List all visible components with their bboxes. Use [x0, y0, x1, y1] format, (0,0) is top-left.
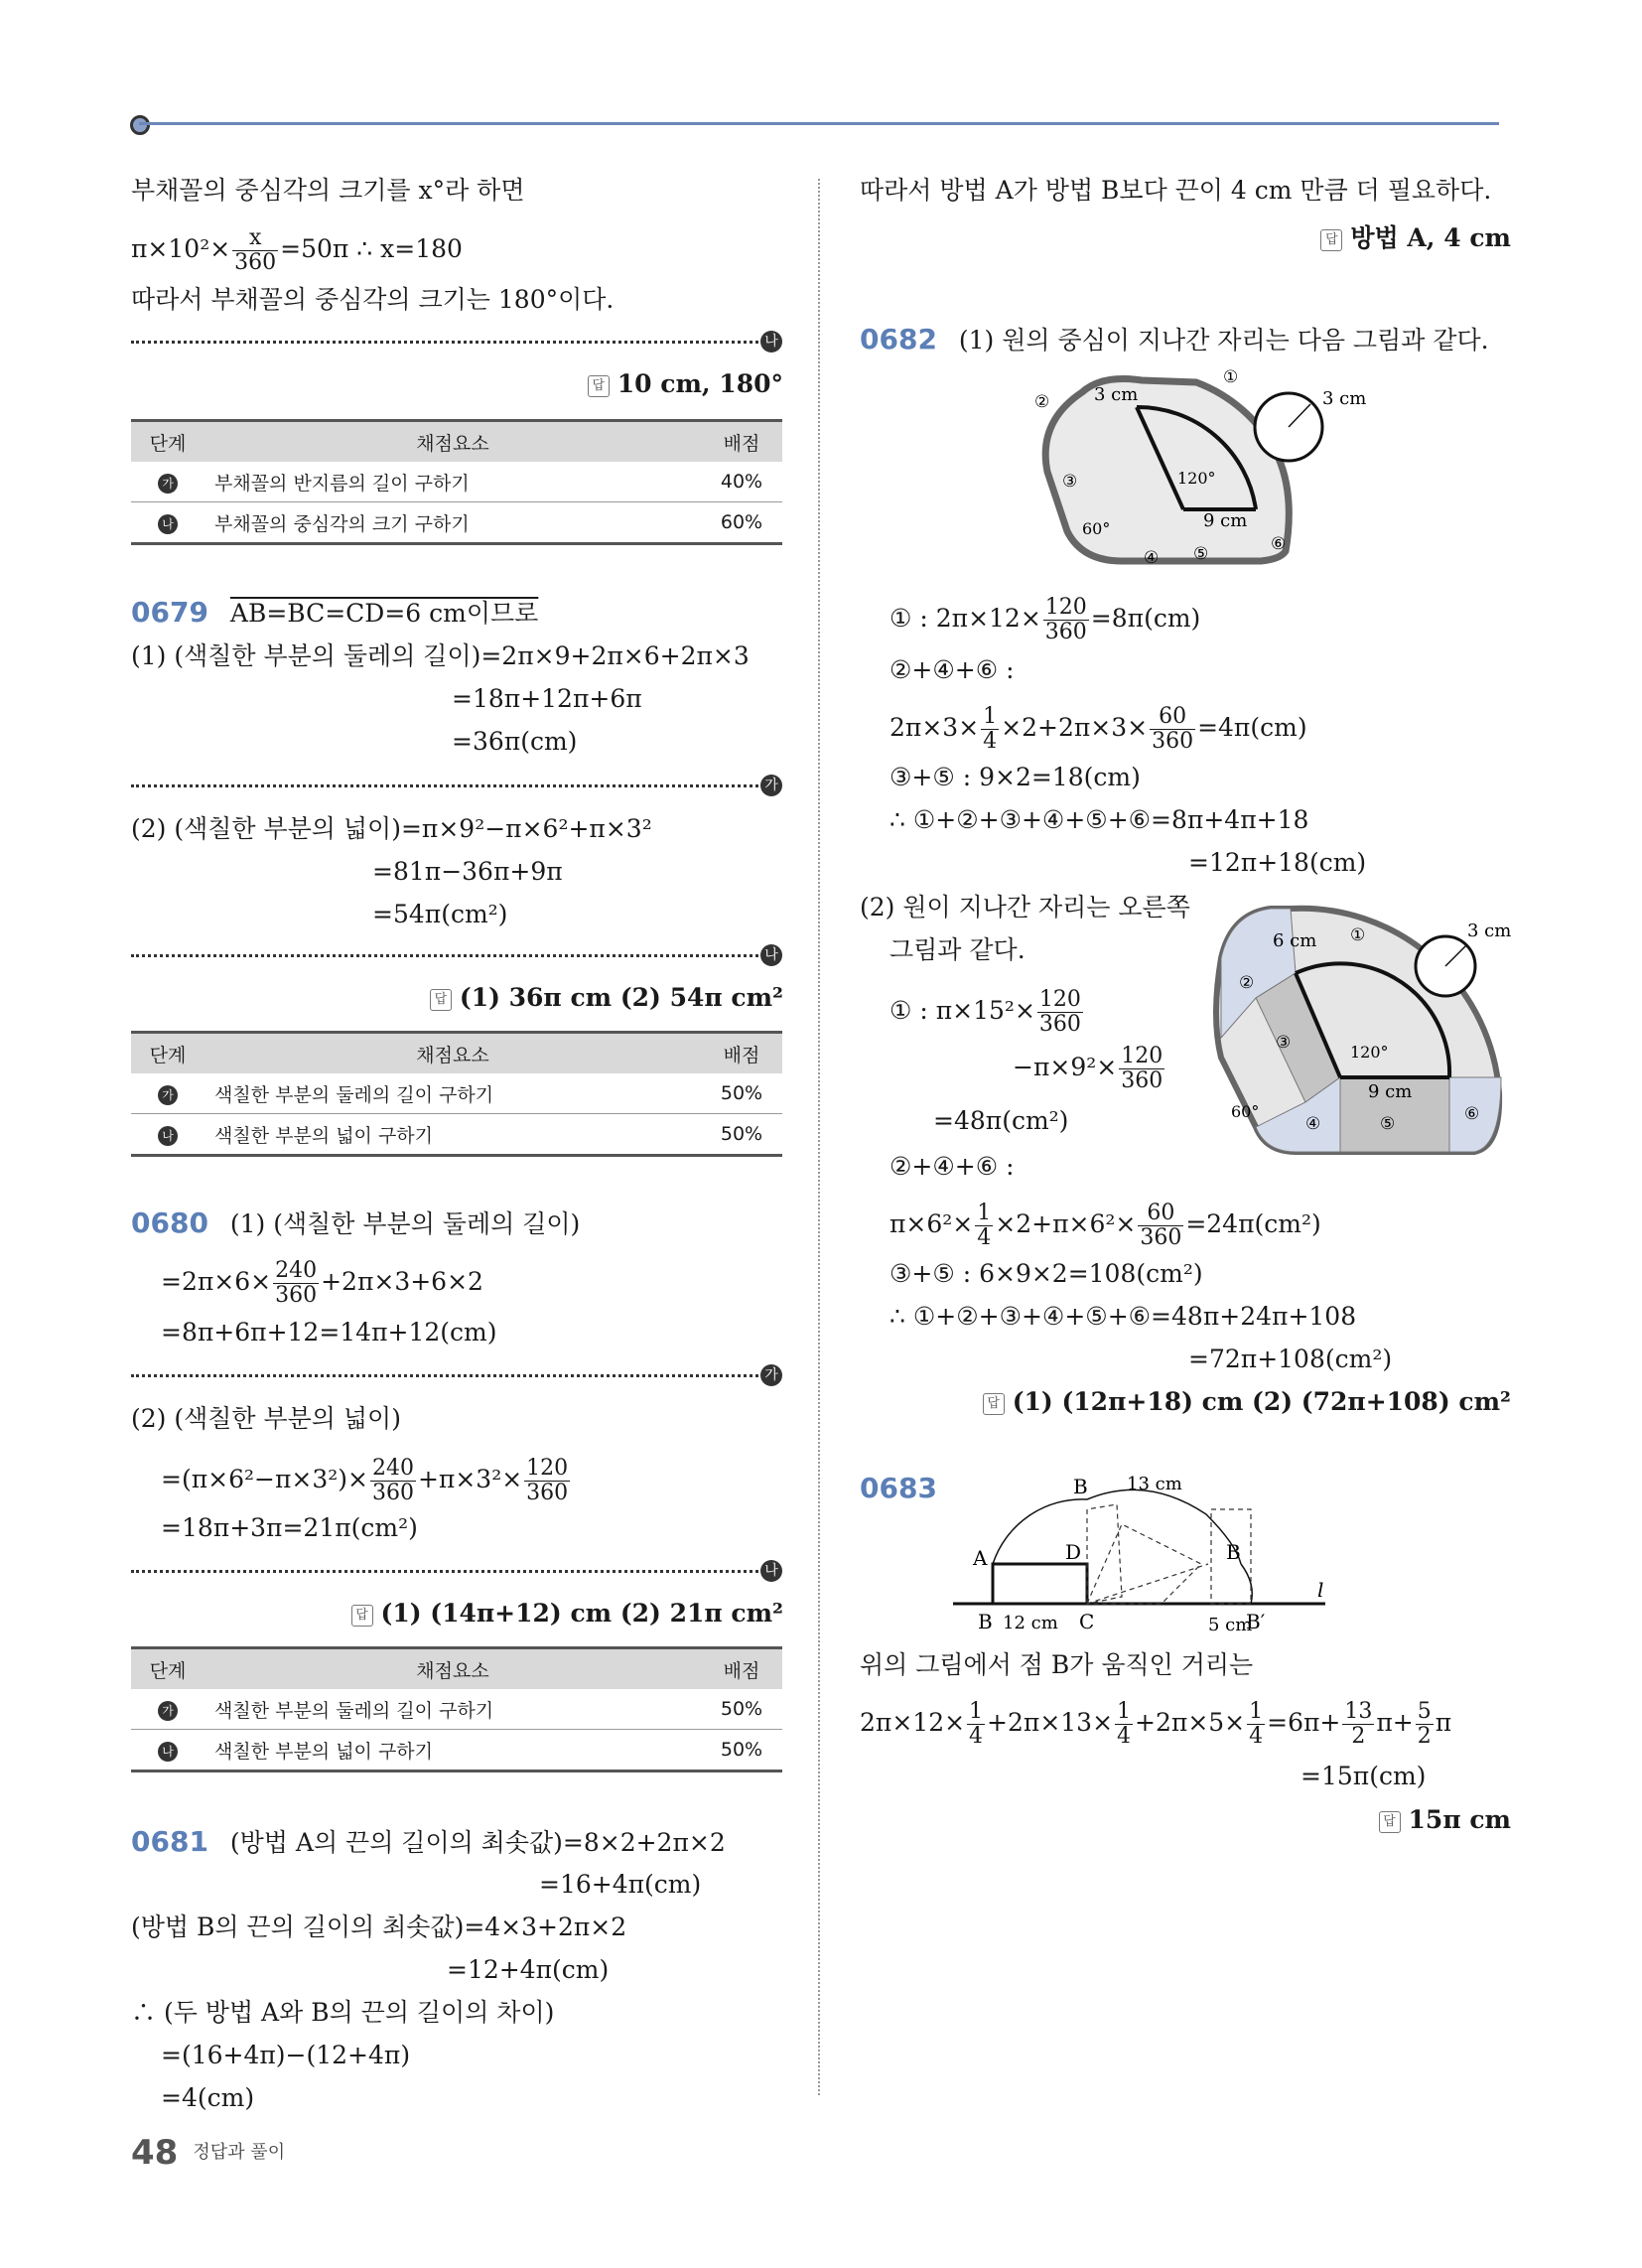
- point-A: A: [973, 1546, 988, 1570]
- equation-line: =2π×6× $\frac{240}{360}$ +2π×3+6×2: [161, 1258, 483, 1308]
- equation-line: (방법 B의 끈의 길이의 최솟값)=4×3+2π×2: [131, 1913, 627, 1941]
- fraction: $\frac{120}{360}$: [1121, 1044, 1163, 1093]
- equation-line: =4(cm): [161, 2083, 255, 2112]
- equation-line: ③+⑤ : 9×2=18(cm): [889, 763, 1141, 791]
- fraction: $\frac{60}{360}$: [1140, 1201, 1182, 1250]
- fraction: $\frac{1}{4}$: [1117, 1699, 1132, 1749]
- dotted-rule: [131, 784, 758, 787]
- step-mark: 가: [760, 1364, 782, 1386]
- problem-number: 0679: [131, 596, 208, 629]
- label-9cm: 9 cm: [1368, 1081, 1413, 1102]
- fraction: $\frac{1}{4}$: [983, 704, 998, 754]
- point-B-bottom: B: [978, 1610, 993, 1633]
- text-line: (2) 원이 지나간 자리는 오른쪽: [860, 893, 1190, 921]
- line-label-l: l: [1317, 1578, 1324, 1602]
- step-mark: 나: [760, 944, 782, 966]
- header-bullet: [130, 115, 150, 135]
- problem-header: [131, 596, 538, 631]
- equation-line: ∴ ①+②+③+④+⑤+⑥=8π+4π+18: [889, 805, 1309, 834]
- circle-label-4: ④: [1305, 1114, 1321, 1134]
- equation-line: =36π(cm): [452, 727, 578, 756]
- label-3cm-b: 3 cm: [1322, 388, 1367, 409]
- label-3cm-a: 3 cm: [1094, 384, 1139, 405]
- table-row: 가 색칠한 부분의 둘레의 길이 구하기 50%: [131, 1689, 782, 1730]
- problem-header: 0680 (1) (색칠한 부분의 둘레의 길이): [131, 1206, 581, 1239]
- circle-label-4: ④: [1144, 548, 1160, 568]
- equation-line: π×10²× $\frac{x}{360}$ =50π ∴ x=180: [131, 225, 463, 275]
- column-divider: [818, 179, 820, 2095]
- answer: 답 방법 A, 4 cm: [1320, 218, 1511, 254]
- footer-title: 정답과 풀이: [193, 2142, 286, 2163]
- problem-number: 0683: [860, 1472, 937, 1504]
- footer: [131, 2133, 285, 2173]
- figure-rolling-rectangle: [948, 1470, 1345, 1638]
- rectangle-ABCD: [993, 1564, 1087, 1604]
- equation-line: ① : 2π×12× $\frac{120}{360}$ =8π(cm): [889, 595, 1201, 644]
- equation-line: =72π+108(cm²): [1188, 1345, 1393, 1373]
- fraction: $\frac{5}{2}$: [1417, 1699, 1432, 1749]
- page-number: 48: [131, 2133, 179, 2173]
- answer: 답 10 cm, 180°: [588, 369, 783, 398]
- fraction: $\frac{120}{360}$: [1038, 987, 1081, 1037]
- circle-label-2: ②: [1239, 973, 1255, 993]
- text-line: 부채꼴의 중심각의 크기를 x°라 하면: [131, 176, 525, 205]
- circle-label-5: ⑤: [1193, 544, 1209, 564]
- point-D: D: [1065, 1540, 1082, 1564]
- fraction: $\frac{120}{360}$: [526, 1456, 569, 1505]
- table-row: 나 색칠한 부분의 넓이 구하기 50%: [131, 1114, 782, 1156]
- label-6cm: 6 cm: [1273, 930, 1317, 951]
- scoring-table: 단계 채점요소 배점 가 부채꼴의 반지름의 길이 구하기 40% 나 부채꼴의 중심각의 크기 구하기 60%: [131, 419, 782, 545]
- circle-label-1: ①: [1350, 925, 1366, 945]
- dotted-rule: [131, 1374, 758, 1377]
- fraction: $\frac{240}{360}$: [371, 1456, 414, 1505]
- problem-number: 0681: [131, 1825, 208, 1858]
- label-120: 120°: [1350, 1043, 1389, 1062]
- equation-line: =16+4π(cm): [539, 1870, 702, 1899]
- answer-mark-icon: 답: [351, 1605, 373, 1627]
- fraction: $\frac{60}{360}$: [1152, 704, 1194, 754]
- equation-line: =81π−36π+9π: [372, 857, 563, 886]
- dotted-rule: [131, 1570, 758, 1573]
- equation-line: −π×9²× $\frac{120}{360}$: [1013, 1044, 1163, 1093]
- equation-line: π×6²× $\frac{1}{4}$ ×2+π×6²× $\frac{60}{360}$ =24π(cm²): [889, 1201, 1321, 1250]
- problem-header: [860, 1472, 937, 1506]
- label-9cm: 9 cm: [1203, 510, 1248, 531]
- step-mark: 나: [760, 331, 782, 353]
- label-60: 60°: [1231, 1102, 1260, 1121]
- equation-line: (2) (색칠한 부분의 넓이)=π×9²−π×6²+π×3²: [131, 814, 652, 843]
- fraction: $\frac{1}{4}$: [1249, 1699, 1264, 1749]
- problem-number: 0680: [131, 1206, 208, 1239]
- table-row: 나 부채꼴의 중심각의 크기 구하기 60%: [131, 502, 782, 544]
- equation-line: ②+④+⑥ :: [889, 655, 1015, 684]
- circle-label-1: ①: [1223, 367, 1239, 387]
- answer-mark-icon: 답: [1320, 229, 1342, 251]
- dotted-rule: [131, 954, 758, 957]
- table-row: 가 부채꼴의 반지름의 길이 구하기 40%: [131, 462, 782, 502]
- text-line: 따라서 부채꼴의 중심각의 크기는 180°이다.: [131, 285, 615, 314]
- circle-label-3: ③: [1276, 1033, 1292, 1053]
- equation-line: =12+4π(cm): [447, 1955, 610, 1984]
- point-B-mid: B: [1226, 1540, 1241, 1564]
- step-mark: 가: [760, 775, 782, 796]
- fraction: $\frac{240}{360}$: [275, 1258, 318, 1308]
- circle-label-6: ⑥: [1271, 534, 1287, 554]
- point-B-prime: B′: [1246, 1610, 1266, 1633]
- equation-line: 2π×12× $\frac{1}{4}$ +2π×13× $\frac{1}{4}$ +2π×5× $\frac{1}{4}$ =6π+ $\frac{13}{2}$ π+ $\frac{5}{2}$ π: [860, 1699, 1452, 1749]
- answer: 답 (1) 36π cm (2) 54π cm²: [430, 983, 783, 1012]
- circle-label-6: ⑥: [1464, 1104, 1480, 1124]
- problem-statement: AB=BC=CD=6 cm이므로: [229, 599, 539, 628]
- problem-header: 0682 (1) 원의 중심이 지나간 자리는 다음 그림과 같다.: [860, 323, 1489, 355]
- equation-line: =12π+18(cm): [1188, 848, 1367, 877]
- problem-header: 0681 (방법 A의 끈의 길이의 최솟값)=8×2+2π×2: [131, 1825, 726, 1858]
- point-C: C: [1079, 1610, 1095, 1633]
- equation-line: 2π×3× $\frac{1}{4}$ ×2+2π×3× $\frac{60}{360}$ =4π(cm): [889, 704, 1307, 754]
- point-B-top: B: [1073, 1475, 1088, 1498]
- equation-line: =18π+12π+6π: [452, 684, 642, 713]
- dotted-rule: [131, 341, 758, 344]
- fraction: $\frac{13}{2}$: [1344, 1699, 1373, 1749]
- label-12cm: 12 cm: [1003, 1613, 1058, 1633]
- equation-line: (2) (색칠한 부분의 넓이): [131, 1404, 401, 1433]
- equation-line: =(16+4π)−(12+4π): [161, 2041, 411, 2069]
- circle-label-5: ⑤: [1380, 1114, 1396, 1134]
- answer-mark-icon: 답: [1379, 1811, 1401, 1833]
- table-row: 나 색칠한 부분의 넓이 구하기 50%: [131, 1730, 782, 1772]
- label-60: 60°: [1082, 519, 1111, 538]
- answer: 답 (1) (12π+18) cm (2) (72π+108) cm²: [983, 1387, 1511, 1416]
- equation-line: ① : π×15²× $\frac{120}{360}$: [889, 987, 1081, 1037]
- equation-line: =15π(cm): [1300, 1762, 1427, 1790]
- fraction: $\frac{1}{4}$: [969, 1699, 984, 1749]
- equation-line: =54π(cm²): [372, 900, 508, 928]
- equation-line: ②+④+⑥ :: [889, 1152, 1015, 1181]
- equation-line: =18π+3π=21π(cm²): [161, 1513, 418, 1542]
- fraction: $\frac{120}{360}$: [1044, 595, 1087, 644]
- label-3cm: 3 cm: [1467, 921, 1512, 941]
- equation-line: =48π(cm²): [933, 1106, 1069, 1135]
- fraction: $\frac{1}{4}$: [977, 1201, 992, 1250]
- scoring-table: 단계 채점요소 배점 가 색칠한 부분의 둘레의 길이 구하기 50% 나 색칠한 부분의 넓이 구하기 50%: [131, 1646, 782, 1772]
- label-5cm: 5 cm: [1208, 1615, 1253, 1635]
- equation-line: ③+⑤ : 6×9×2=108(cm²): [889, 1259, 1203, 1288]
- fraction: $\frac{x}{360}$: [234, 225, 277, 275]
- header-rule: [139, 122, 1499, 125]
- text-line: 그림과 같다.: [889, 935, 1026, 964]
- circle-label-2: ②: [1034, 392, 1050, 412]
- label-120: 120°: [1177, 469, 1216, 488]
- equation-line: ∴ (두 방법 A와 B의 끈의 길이의 차이): [131, 1998, 555, 2027]
- equation-line: ∴ ①+②+③+④+⑤+⑥=48π+24π+108: [889, 1302, 1357, 1331]
- figure-circle-path-1: [1032, 362, 1367, 571]
- equation-line: =(π×6²−π×3²)× $\frac{240}{360}$ +π×3²× $\frac{120}{360}$: [161, 1456, 569, 1505]
- figure-circle-path-2: [1211, 899, 1512, 1157]
- problem-number: 0682: [860, 323, 937, 355]
- text-line: 따라서 방법 A가 방법 B보다 끈이 4 cm 만큼 더 필요하다.: [860, 176, 1492, 205]
- answer-mark-icon: 답: [983, 1393, 1005, 1415]
- answer: 답 15π cm: [1379, 1805, 1511, 1834]
- equation-line: =8π+6π+12=14π+12(cm): [161, 1318, 497, 1347]
- step-mark: 나: [760, 1560, 782, 1582]
- text-line: 위의 그림에서 점 B가 움직인 거리는: [860, 1650, 1254, 1679]
- circle-label-3: ③: [1062, 472, 1078, 492]
- table-row: 가 색칠한 부분의 둘레의 길이 구하기 50%: [131, 1073, 782, 1114]
- equation-line: (1) (색칠한 부분의 둘레의 길이)=2π×9+2π×6+2π×3: [131, 641, 750, 670]
- scoring-table: 단계 채점요소 배점 가 색칠한 부분의 둘레의 길이 구하기 50% 나 색칠한 부분의 넓이 구하기 50%: [131, 1031, 782, 1157]
- answer-mark-icon: 답: [430, 989, 452, 1011]
- answer: 답 (1) (14π+12) cm (2) 21π cm²: [351, 1599, 784, 1628]
- answer-mark-icon: 답: [588, 375, 610, 397]
- label-13cm: 13 cm: [1127, 1474, 1182, 1494]
